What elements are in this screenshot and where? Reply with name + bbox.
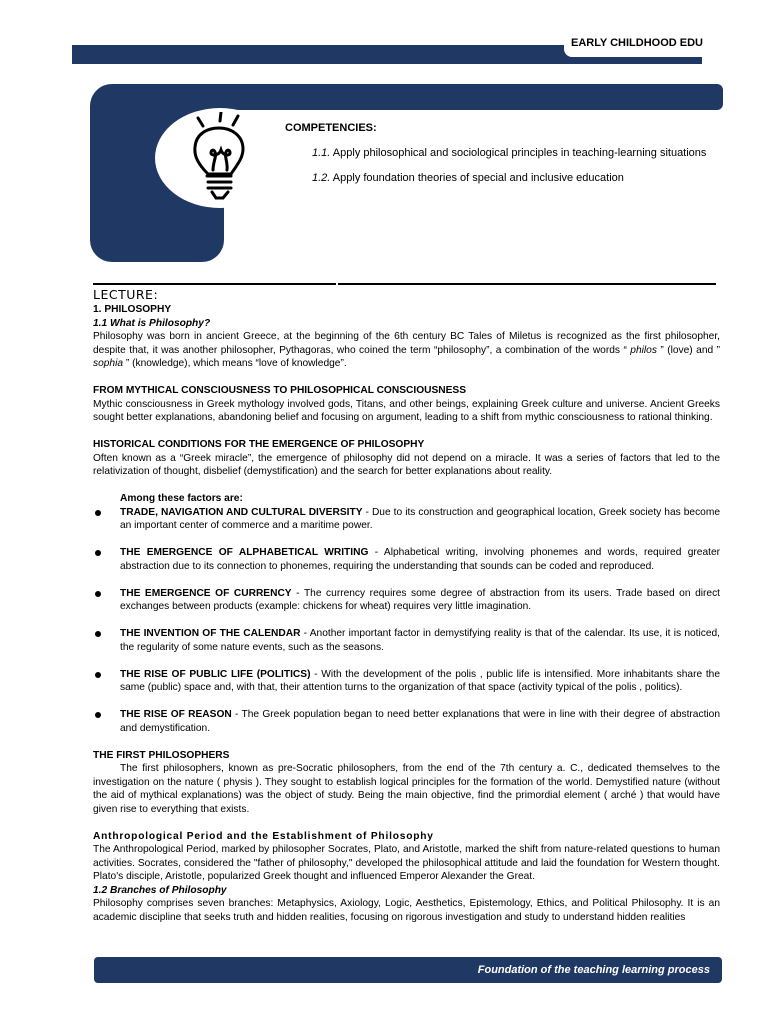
divider-left [93, 283, 336, 285]
lightbulb-icon [186, 112, 256, 204]
paragraph-anthropological: The Anthropological Period, marked by philosopher Socrates, Plato, and Aristotle, marked the shift from nature-related questions to human activities. Socrates, considered the "father of philosophy," developed the philosophical attitude and laid the foundation for Western thought. Plato's disciple, Aristotle, popularized Greek thought and influenced Emperor Alexander the Great. [93, 844, 720, 882]
paragraph-first-philosophers: The first philosophers, known as pre-Socratic philosophers, from the end of the 7th century a. C., dedicated themselves to the investigation on the nature ( physis ). They sought to establish logical principles for the formation of the world. Demystified nature (without the aid of mythical explanations) was the object of study. Being the main objective, find the primordial element ( arché ) that would have given rise to everything that exists. [93, 763, 720, 815]
competency-item-2: 1.2. Apply foundation theories of special and inclusive education [312, 172, 624, 184]
subsection-title-1-1: 1.1 What is Philosophy? [93, 317, 211, 329]
bullet-dot [95, 672, 101, 678]
competency-item-1: 1.1. Apply philosophical and sociological principles in teaching-learning situations [312, 147, 707, 159]
paragraph-what-is-philosophy: Philosophy was born in ancient Greece, at the beginning of the 6th century BC Tales of Miletus is recognized as the first philosopher, despite that, it was another philosopher, Pythagoras, who coined the term “philosophy”, a combination of the words “ philos ” (love) and ” sophia ” (knowledge), which means “love of knowledge”. [93, 331, 720, 369]
list-item: THE INVENTION OF THE CALENDAR - Another important factor in demystifying reality is that of the calendar. Its use, it is noticed, the regularity of some nature events, such as the seasons. [93, 627, 720, 654]
heading-mythical: FROM MYTHICAL CONSCIOUSNESS TO PHILOSOPHICAL CONSCIOUSNESS [93, 385, 467, 396]
course-tag: EARLY CHILDHOOD EDU [564, 30, 710, 57]
factors-intro: Among these factors are: [120, 493, 243, 504]
lecture-label: LECTURE: [93, 287, 159, 302]
footer-banner: Foundation of the teaching learning process [94, 957, 722, 983]
heading-first-philosophers: THE FIRST PHILOSOPHERS [93, 749, 230, 761]
bullet-dot [95, 550, 101, 556]
bullet-dot [95, 631, 101, 637]
paragraph-branches: Philosophy comprises seven branches: Metaphysics, Axiology, Logic, Aesthetics, Epistemology, Ethics, and Political Philosophy. It is an academic discipline that seeks truth and hidden realities, focusing on rigorous investigation and study to understand hidden realities [93, 898, 720, 923]
list-item: THE EMERGENCE OF CURRENCY - The currency requires some degree of abstraction from its users. Trade based on direct exchanges between products (example: chickens for wheat) requires very little imagination. [93, 587, 720, 614]
divider-right [338, 283, 716, 285]
list-item: THE RISE OF REASON - The Greek population began to need better explanations that were in line with their degree of abstraction and demystification. [93, 708, 720, 735]
list-item: THE RISE OF PUBLIC LIFE (POLITICS) - With the development of the polis , public life is intensified. More inhabitants share the same (public) space and, with that, their attention turns to the organization of that space (activity typical of the polis , politics). [93, 668, 720, 695]
section-title: 1. PHILOSOPHY [93, 304, 172, 315]
list-item: THE EMERGENCE OF ALPHABETICAL WRITING - Alphabetical writing, involving phonemes and words, required greater abstraction due to its connection to phonemes, requiring the understanding that sounds can be coded and reproduced. [93, 546, 720, 573]
bullet-dot [95, 591, 101, 597]
competency-panel-top [120, 84, 723, 110]
list-item: TRADE, NAVIGATION AND CULTURAL DIVERSITY - Due to its construction and geographical location, Greek society has become an important center of commerce and a maritime power. [93, 506, 720, 533]
heading-historical: HISTORICAL CONDITIONS FOR THE EMERGENCE OF PHILOSOPHY [93, 439, 425, 450]
bullet-dot [95, 712, 101, 718]
paragraph-historical: Often known as a “Greek miracle”, the emergence of philosophy did not depend on a miracle. It was a series of factors that led to the relativization of thought, disbelief (demystification) and the search for better explanations about reality. [93, 452, 720, 477]
lecture-body [93, 286, 720, 924]
subsection-title-1-2: 1.2 Branches of Philosophy [93, 884, 227, 896]
heading-anthropological: Anthropological Period and the Establishment of Philosophy [93, 830, 434, 842]
competencies-title: COMPETENCIES: [285, 122, 377, 134]
bullet-dot [95, 510, 101, 516]
paragraph-mythical: Mythic consciousness in Greek mythology involved gods, Titans, and other beings, explaining Greek culture and universe. Ancient Greeks sought better explanations, abandoning belief and focusing on argument, leading to a shift from mythic consciousness to rational thinking. [93, 398, 720, 423]
